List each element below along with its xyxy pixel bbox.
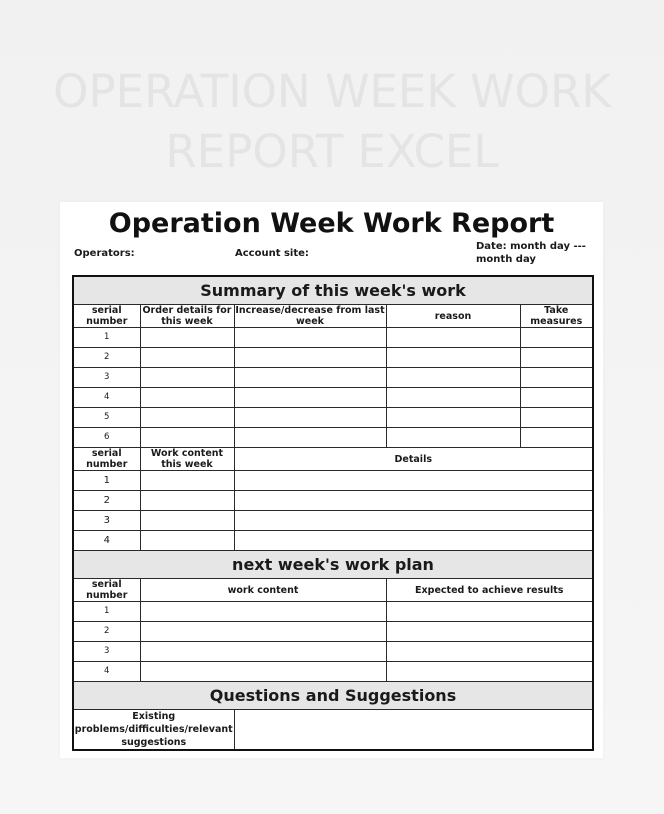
work-content-cell[interactable]	[140, 511, 234, 531]
summary-cell[interactable]	[140, 388, 234, 408]
table-row	[73, 531, 593, 551]
work-content-cell[interactable]	[140, 531, 234, 551]
work-content-cell[interactable]	[140, 491, 234, 511]
next-header-results: Expected to achieve results	[386, 579, 593, 602]
summary-title: Summary of this week's work	[73, 276, 593, 305]
date-label: Date: month day --- month day	[476, 241, 586, 264]
next-serial: 1	[73, 602, 140, 622]
next-week-title: next week's work plan	[73, 551, 593, 579]
next-content-cell[interactable]	[140, 642, 386, 662]
table-row	[73, 471, 593, 491]
summary-cell[interactable]	[140, 428, 234, 448]
next-results-cell[interactable]	[386, 622, 593, 642]
work-header-row	[73, 448, 593, 471]
summary-cell[interactable]	[234, 428, 386, 448]
questions-title-row	[73, 682, 593, 710]
summary-serial: 2	[73, 348, 140, 368]
banner-line-1: OPERATION WEEK WORK	[53, 65, 611, 118]
next-results-cell[interactable]	[386, 602, 593, 622]
work-content-cell[interactable]	[140, 471, 234, 491]
questions-title: Questions and Suggestions	[73, 682, 593, 710]
summary-serial: 5	[73, 408, 140, 428]
work-details-cell[interactable]	[234, 491, 593, 511]
next-content-cell[interactable]	[140, 662, 386, 682]
work-header-serial: serial number	[73, 448, 140, 471]
table-row	[73, 642, 593, 662]
summary-cell[interactable]	[234, 388, 386, 408]
summary-serial: 1	[73, 328, 140, 348]
summary-cell[interactable]	[234, 368, 386, 388]
work-header-content: Work content this week	[140, 448, 234, 471]
report-sheet	[60, 202, 603, 758]
summary-header-reason: reason	[386, 305, 520, 328]
table-row	[73, 328, 593, 348]
work-serial: 2	[73, 491, 140, 511]
table-row	[73, 602, 593, 622]
summary-cell[interactable]	[140, 368, 234, 388]
summary-cell[interactable]	[234, 348, 386, 368]
summary-cell[interactable]	[140, 408, 234, 428]
table-row	[73, 491, 593, 511]
summary-cell[interactable]	[234, 408, 386, 428]
summary-serial: 4	[73, 388, 140, 408]
table-row	[73, 662, 593, 682]
work-header-details: Details	[234, 448, 593, 471]
next-header-serial: serial number	[73, 579, 140, 602]
summary-cell[interactable]	[520, 348, 593, 368]
summary-cell[interactable]	[520, 428, 593, 448]
work-details-cell[interactable]	[234, 531, 593, 551]
summary-cell[interactable]	[386, 408, 520, 428]
next-week-header-row	[73, 579, 593, 602]
summary-serial: 3	[73, 368, 140, 388]
summary-header-order: Order details for this week	[140, 305, 234, 328]
summary-cell[interactable]	[386, 428, 520, 448]
questions-cell[interactable]	[234, 710, 593, 751]
next-results-cell[interactable]	[386, 642, 593, 662]
report-title: Operation Week Work Report	[108, 208, 555, 239]
summary-cell[interactable]	[520, 388, 593, 408]
summary-cell[interactable]	[386, 348, 520, 368]
summary-header-row	[73, 305, 593, 328]
table-row	[73, 348, 593, 368]
summary-cell[interactable]	[520, 408, 593, 428]
table-row	[73, 511, 593, 531]
next-results-cell[interactable]	[386, 662, 593, 682]
summary-header-measures: Take measures	[520, 305, 593, 328]
work-serial: 3	[73, 511, 140, 531]
watermark-banner	[0, 62, 664, 182]
account-site-label: Account site:	[235, 248, 309, 259]
summary-cell[interactable]	[386, 368, 520, 388]
table-row	[73, 368, 593, 388]
summary-serial: 6	[73, 428, 140, 448]
table-row	[73, 428, 593, 448]
summary-header-serial: serial number	[73, 305, 140, 328]
work-details-cell[interactable]	[234, 511, 593, 531]
summary-header-change: Increase/decrease from last week	[235, 305, 385, 327]
next-serial: 2	[73, 622, 140, 642]
summary-cell[interactable]	[140, 348, 234, 368]
summary-title-row	[73, 276, 593, 305]
banner-line-2: REPORT EXCEL	[165, 125, 499, 178]
questions-label: Existing problems/difficulties/relevant suggestions	[74, 711, 233, 748]
summary-cell[interactable]	[234, 328, 386, 348]
next-week-title-row	[73, 551, 593, 579]
questions-row	[73, 710, 593, 751]
work-details-cell[interactable]	[234, 471, 593, 491]
next-serial: 4	[73, 662, 140, 682]
next-content-cell[interactable]	[140, 622, 386, 642]
summary-cell[interactable]	[520, 328, 593, 348]
summary-cell[interactable]	[140, 328, 234, 348]
summary-cell[interactable]	[386, 328, 520, 348]
summary-cell[interactable]	[386, 388, 520, 408]
work-serial: 4	[73, 531, 140, 551]
next-content-cell[interactable]	[140, 602, 386, 622]
report-table	[72, 275, 594, 751]
next-serial: 3	[73, 642, 140, 662]
work-serial: 1	[73, 471, 140, 491]
table-row	[73, 622, 593, 642]
table-row	[73, 388, 593, 408]
summary-cell[interactable]	[520, 368, 593, 388]
operators-label: Operators:	[74, 248, 135, 259]
next-header-content: work content	[140, 579, 386, 602]
table-row	[73, 408, 593, 428]
